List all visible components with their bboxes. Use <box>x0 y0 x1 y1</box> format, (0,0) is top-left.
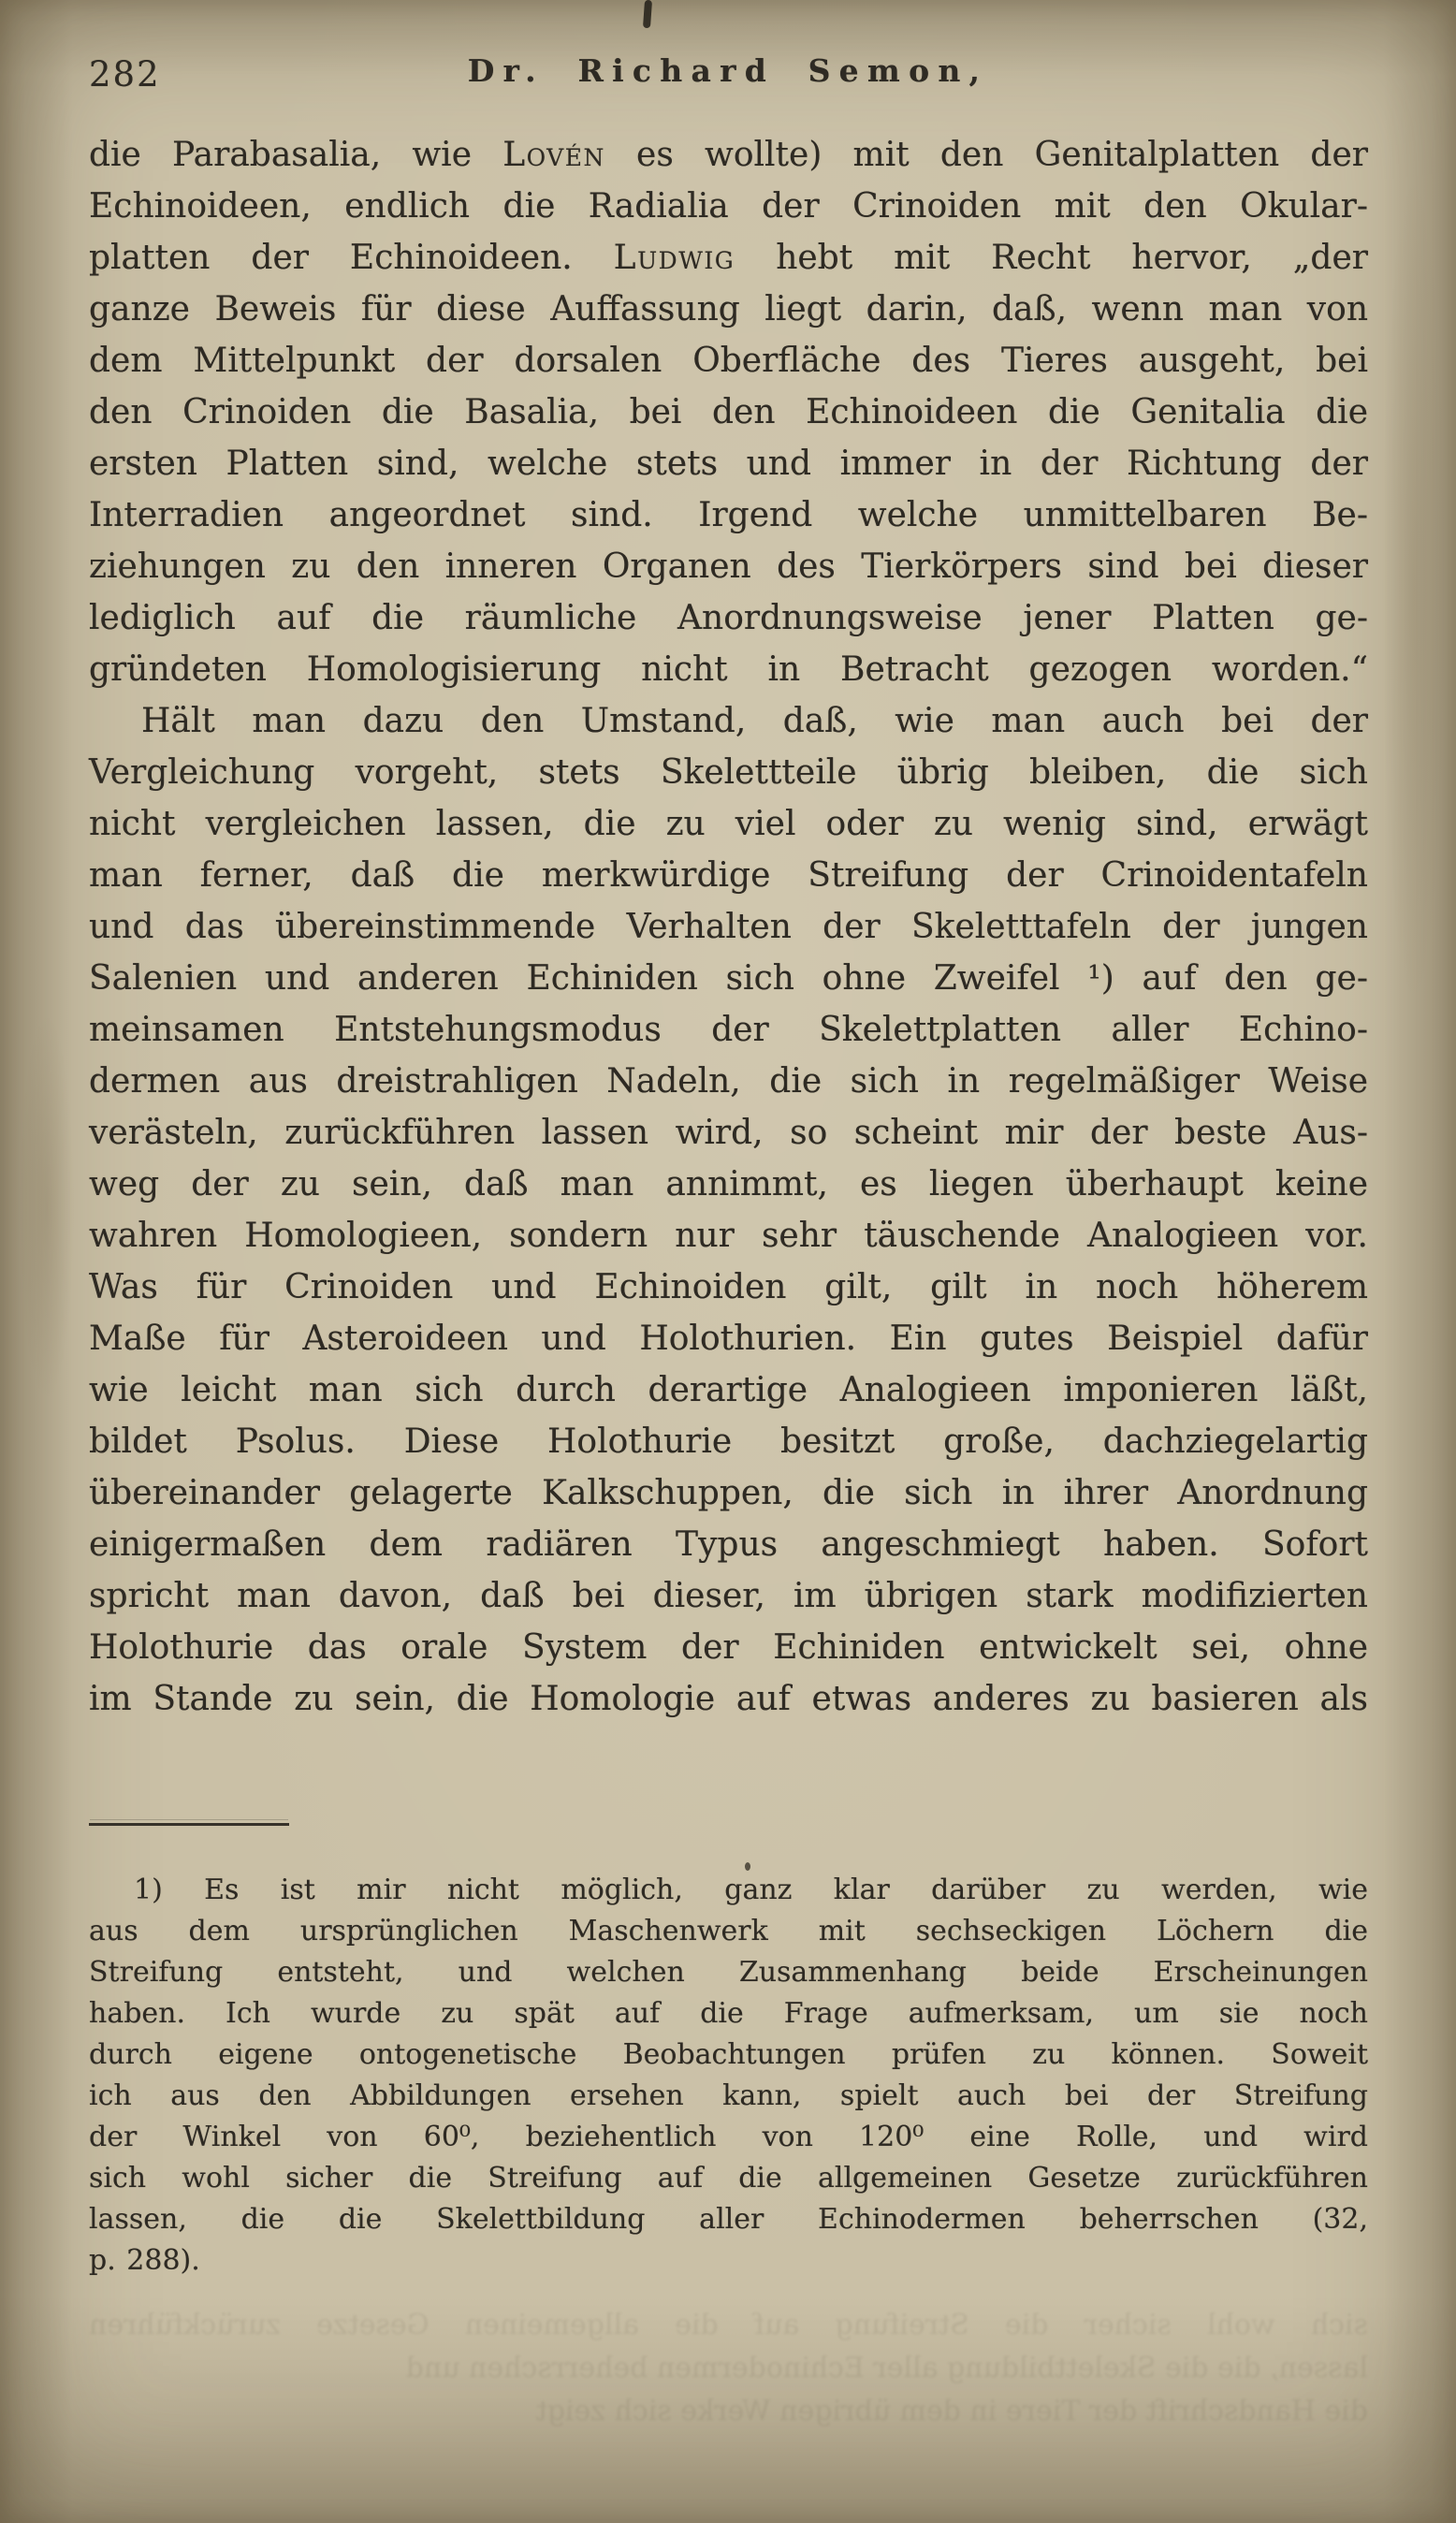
text-line: aus dem ursprünglichen Maschenwerk mit sechseckigen Löchern die <box>89 1915 1368 1947</box>
text-line: Maße für Asteroideen und Holothurien. Ein gutes Beispiel dafür <box>89 1320 1368 1358</box>
text-line: Was für Crinoiden und Echinoiden gilt, gilt in noch höherem <box>89 1268 1368 1306</box>
page-number: 282 <box>89 54 161 95</box>
text-line: Interradien angeordnet sind. Irgend welche unmittelbaren Be- <box>89 496 1368 534</box>
text-line: Salenien und anderen Echiniden sich ohne Zweifel ¹) auf den ge- <box>89 959 1368 998</box>
text-line: spricht man davon, daß bei dieser, im übrigen stark modifizierten <box>89 1577 1368 1615</box>
text-line: verästeln, zurückführen lassen wird, so scheint mir der beste Aus- <box>89 1114 1368 1152</box>
text-line: im Stande zu sein, die Homologie auf etwas anderes zu basieren als <box>89 1680 1368 1718</box>
text-line: die Handschrift der Tiere in dem übrigen Werke sich zeigt <box>535 2395 1368 2428</box>
text-line: Holothurie das orale System der Echiniden entwickelt sei, ohne <box>89 1628 1368 1667</box>
text-line: den Crinoiden die Basalia, bei den Echinoideen die Genitalia die <box>89 393 1368 431</box>
footnote-block <box>89 1870 1368 2282</box>
text-line: weg der zu sein, daß man annimmt, es liegen überhaupt keine <box>89 1165 1368 1203</box>
text-line: platten der Echinoideen. Ludwig hebt mit Recht hervor, „der <box>89 239 1368 277</box>
text-line: Echinoideen, endlich die Radialia der Crinoiden mit den Okular- <box>89 187 1368 226</box>
text-line: lediglich auf die räumliche Anordnungsweise jener Platten ge- <box>89 599 1368 637</box>
text-line: Hält man dazu den Umstand, daß, wie man auch bei der <box>141 702 1368 740</box>
text-line: ganze Beweis für diese Auffassung liegt darin, daß, wenn man von <box>89 290 1368 328</box>
text-line: bildet Psolus. Diese Holothurie besitzt große, dachziegelartig <box>89 1422 1368 1461</box>
text-line: man ferner, daß die merkwürdige Streifung der Crinoidentafeln <box>89 856 1368 895</box>
text-line: wie leicht man sich durch derartige Analogieen imponieren läßt, <box>89 1371 1368 1409</box>
text-line: p. 288). <box>89 2244 200 2277</box>
text-line: durch eigene ontogenetische Beobachtungen prüfen zu können. Soweit <box>89 2038 1368 2071</box>
text-line: ziehungen zu den inneren Organen des Tierkörpers sind bei dieser <box>89 547 1368 586</box>
main-text-block <box>89 129 1368 1725</box>
text-line: nicht vergleichen lassen, die zu viel oder zu wenig sind, erwägt <box>89 805 1368 843</box>
text-line: sich wohl sicher die Streifung auf die allgemeinen Gesetze zurückführen <box>89 2162 1368 2195</box>
text-line: Vergleichung vorgeht, stets Skelettteile übrig bleiben, die sich <box>89 753 1368 792</box>
text-line: einigermaßen dem radiären Typus angeschmiegt haben. Sofort <box>89 1525 1368 1564</box>
bleedthrough-text <box>89 2304 1368 2433</box>
footnote-separator-rule <box>89 1823 289 1826</box>
text-line: haben. Ich wurde zu spät auf die Frage aufmerksam, um sie noch <box>89 1997 1368 2030</box>
text-line: übereinander gelagerte Kalkschuppen, die sich in ihrer Anordnung <box>89 1474 1368 1512</box>
text-line: wahren Homologieen, sondern nur sehr täuschende Analogieen vor. <box>89 1217 1368 1255</box>
running-title: Dr. Richard Semon, <box>467 52 989 89</box>
text-line: sich wohl sicher die Streifung auf die allgemeinen Gesetze zurückführen <box>89 2309 1368 2341</box>
text-line: Streifung entsteht, und welchen Zusammenhang beide Erscheinungen <box>89 1956 1368 1989</box>
text-line: ersten Platten sind, welche stets und immer in der Richtung der <box>89 445 1368 483</box>
page-header <box>89 52 1367 97</box>
paper-stain <box>1381 168 1447 1011</box>
ink-speck <box>643 0 652 28</box>
text-line: ich aus den Abbildungen ersehen kann, spielt auch bei der Streifung <box>89 2079 1368 2112</box>
text-line: gründeten Homologisierung nicht in Betracht gezogen worden.“ <box>89 650 1368 689</box>
text-line: die Parabasalia, wie Lovén es wollte) mit den Genitalplatten der <box>89 136 1368 174</box>
text-line: meinsamen Entstehungsmodus der Skelettplatten aller Echino- <box>89 1011 1368 1049</box>
text-line: dem Mittelpunkt der dorsalen Oberfläche des Tieres ausgeht, bei <box>89 342 1368 380</box>
text-line: 1) Es ist mir nicht möglich, ganz klar darüber zu werden, wie <box>134 1874 1368 1906</box>
paper-stain <box>19 1011 75 1404</box>
text-line: der Winkel von 60⁰, beziehentlich von 120⁰ eine Rolle, und wird <box>89 2121 1368 2153</box>
text-line: lassen, die die Skelettbildung aller Echinodermen beherrschen (32, <box>89 2203 1368 2236</box>
text-line: und das übereinstimmende Verhalten der Skeletttafeln der jungen <box>89 908 1368 946</box>
text-line: dermen aus dreistrahligen Nadeln, die sich in regelmäßiger Weise <box>89 1062 1368 1101</box>
text-line: lassen, die die Skelettbildung aller Echinodermen beherrschen und <box>405 2352 1368 2384</box>
